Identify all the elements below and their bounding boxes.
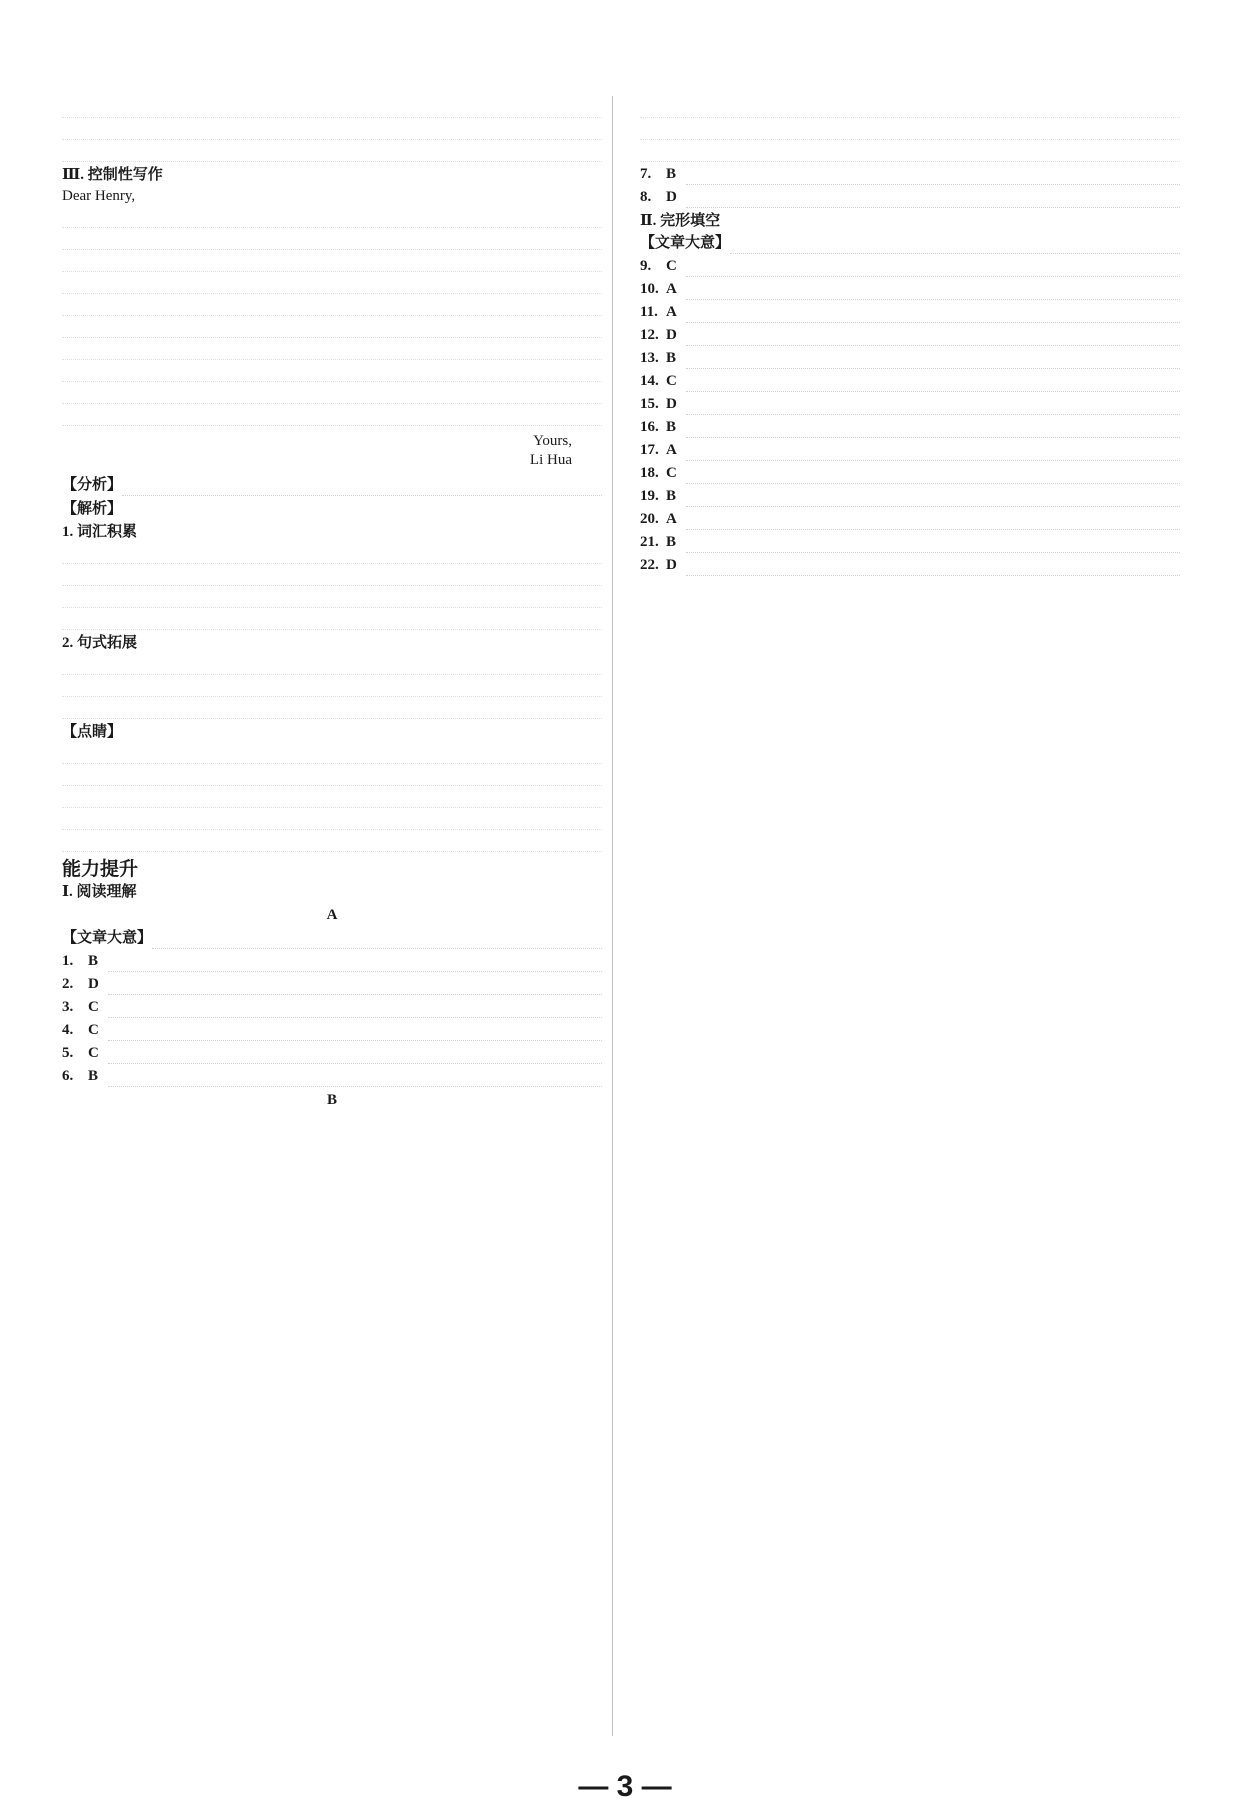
answer-explanation (108, 998, 602, 1018)
question-number: 9. (640, 258, 652, 274)
points-line (62, 832, 602, 852)
right-answer-list-reading (640, 165, 1180, 208)
vocab-line (62, 544, 602, 564)
answer-item (640, 533, 1180, 553)
question-number: 4. (62, 1022, 74, 1038)
jiexi-label: 【解析】 (62, 501, 123, 517)
sentence-line (62, 699, 602, 719)
analysis-label: 【分析】 (62, 477, 123, 493)
sentence-line (62, 677, 602, 697)
answer-explanation (686, 303, 1180, 323)
question-number: 21. (640, 534, 659, 550)
passage-b-marker: B (326, 1092, 337, 1108)
question-number: 6. (62, 1068, 74, 1084)
answer-item (640, 165, 1180, 185)
summary-label: 【文章大意】 (62, 930, 153, 946)
column-divider (612, 96, 613, 1736)
analysis-block (62, 476, 602, 496)
vocab-heading: 1. 词汇积累 (62, 524, 138, 540)
answer-letter: A (666, 304, 677, 320)
answer-letter: C (88, 1045, 99, 1061)
answer-letter: B (666, 166, 677, 182)
answer-letter: A (666, 281, 677, 297)
question-number: 20. (640, 511, 659, 527)
summary-text (152, 929, 602, 949)
answer-letter: D (88, 976, 99, 992)
answer-item (640, 280, 1180, 300)
answer-explanation (686, 533, 1180, 553)
answer-explanation (686, 418, 1180, 438)
answer-item (640, 372, 1180, 392)
vocab-line (62, 610, 602, 630)
answer-explanation (686, 395, 1180, 415)
answer-explanation (108, 1021, 602, 1041)
answer-explanation (686, 349, 1180, 369)
signoff-name: Li Hua (529, 452, 572, 468)
letter-line (62, 406, 602, 426)
answer-line (62, 142, 602, 162)
answer-explanation (108, 1044, 602, 1064)
answer-line (62, 98, 602, 118)
cloze-summary-label: 【文章大意】 (640, 235, 731, 251)
answer-explanation (686, 257, 1180, 277)
answer-item (640, 556, 1180, 576)
answer-item (62, 975, 602, 995)
answer-letter: C (666, 258, 677, 274)
question-number: 3. (62, 999, 74, 1015)
cloze-summary-block (640, 234, 1180, 254)
question-number: 19. (640, 488, 659, 504)
letter-line (62, 252, 602, 272)
answer-explanation (686, 556, 1180, 576)
answer-letter: C (88, 1022, 99, 1038)
answer-item (640, 464, 1180, 484)
answer-letter: A (666, 442, 677, 458)
points-line (62, 744, 602, 764)
question-number: 13. (640, 350, 659, 366)
answer-letter: D (666, 327, 677, 343)
points-label: 【点睛】 (62, 724, 123, 740)
answer-item (640, 487, 1180, 507)
sentence-heading: 2. 句式拓展 (62, 635, 138, 651)
answer-explanation (686, 464, 1180, 484)
answer-letter: B (666, 350, 677, 366)
answer-explanation (686, 188, 1180, 208)
answer-letter: B (666, 419, 677, 435)
answer-explanation (686, 372, 1180, 392)
answer-item (62, 1044, 602, 1064)
answer-explanation (686, 487, 1180, 507)
summary-block (62, 929, 602, 949)
question-number: 2. (62, 976, 74, 992)
answer-letter: D (666, 557, 677, 573)
cloze-summary-text (730, 234, 1180, 254)
letter-line (62, 296, 602, 316)
signoff-closing: Yours, (533, 433, 572, 449)
answer-letter: B (666, 488, 677, 504)
answer-letter: B (88, 1068, 99, 1084)
answer-item (62, 1067, 602, 1087)
answer-item (640, 395, 1180, 415)
answer-explanation (686, 280, 1180, 300)
vocab-line (62, 588, 602, 608)
answer-letter: D (666, 396, 677, 412)
question-number: 12. (640, 327, 659, 343)
sentence-line (62, 655, 602, 675)
question-number: 8. (640, 189, 652, 205)
points-line (62, 810, 602, 830)
answer-item (640, 510, 1180, 530)
answer-item (640, 326, 1180, 346)
question-number: 5. (62, 1045, 74, 1061)
letter-greeting: Dear Henry, (62, 188, 136, 204)
answer-explanation (108, 1067, 602, 1087)
vocab-line (62, 566, 602, 586)
cloze-section-heading: Ⅱ. 完形填空 (640, 213, 721, 229)
answer-item (640, 257, 1180, 277)
answer-letter: C (666, 373, 677, 389)
answer-letter: C (666, 465, 677, 481)
answer-item (62, 998, 602, 1018)
answer-line (62, 120, 602, 140)
points-line (62, 788, 602, 808)
answer-item (640, 188, 1180, 208)
question-number: 16. (640, 419, 659, 435)
question-number: 15. (640, 396, 659, 412)
writing-section-heading: Ⅲ. 控制性写作 (62, 167, 163, 183)
passage-a-marker: A (326, 907, 338, 923)
question-number: 22. (640, 557, 659, 573)
answer-item (640, 418, 1180, 438)
answer-letter: B (88, 953, 99, 969)
answer-letter: B (666, 534, 677, 550)
question-number: 11. (640, 304, 658, 320)
letter-signoff (62, 432, 572, 470)
answer-item (640, 441, 1180, 461)
points-line (62, 766, 602, 786)
left-answer-list (62, 952, 602, 1087)
answer-item (640, 303, 1180, 323)
answer-letter: C (88, 999, 99, 1015)
answer-line (640, 98, 1180, 118)
page-number: — 3 — (578, 1770, 672, 1803)
question-number: 1. (62, 953, 74, 969)
letter-line (62, 208, 602, 228)
letter-line (62, 274, 602, 294)
answer-explanation (686, 510, 1180, 530)
answer-explanation (686, 326, 1180, 346)
answer-letter: D (666, 189, 677, 205)
answer-line (640, 120, 1180, 140)
letter-line (62, 230, 602, 250)
question-number: 10. (640, 281, 659, 297)
question-number: 18. (640, 465, 659, 481)
reading-section-heading: Ⅰ. 阅读理解 (62, 884, 137, 900)
left-column (62, 96, 602, 1736)
question-number: 7. (640, 166, 652, 182)
question-number: 14. (640, 373, 659, 389)
answer-item (62, 952, 602, 972)
question-number: 17. (640, 442, 659, 458)
answer-explanation (686, 441, 1180, 461)
analysis-text (122, 476, 602, 496)
letter-line (62, 340, 602, 360)
answer-explanation (108, 975, 602, 995)
ability-section-heading: 能力提升 (62, 859, 139, 880)
right-column (640, 96, 1180, 1736)
letter-line (62, 362, 602, 382)
letter-line (62, 318, 602, 338)
answer-item (640, 349, 1180, 369)
right-answer-list-cloze (640, 257, 1180, 576)
letter-line (62, 384, 602, 404)
answer-letter: A (666, 511, 677, 527)
answer-item (62, 1021, 602, 1041)
answer-explanation (686, 165, 1180, 185)
answer-line (640, 142, 1180, 162)
answer-explanation (108, 952, 602, 972)
